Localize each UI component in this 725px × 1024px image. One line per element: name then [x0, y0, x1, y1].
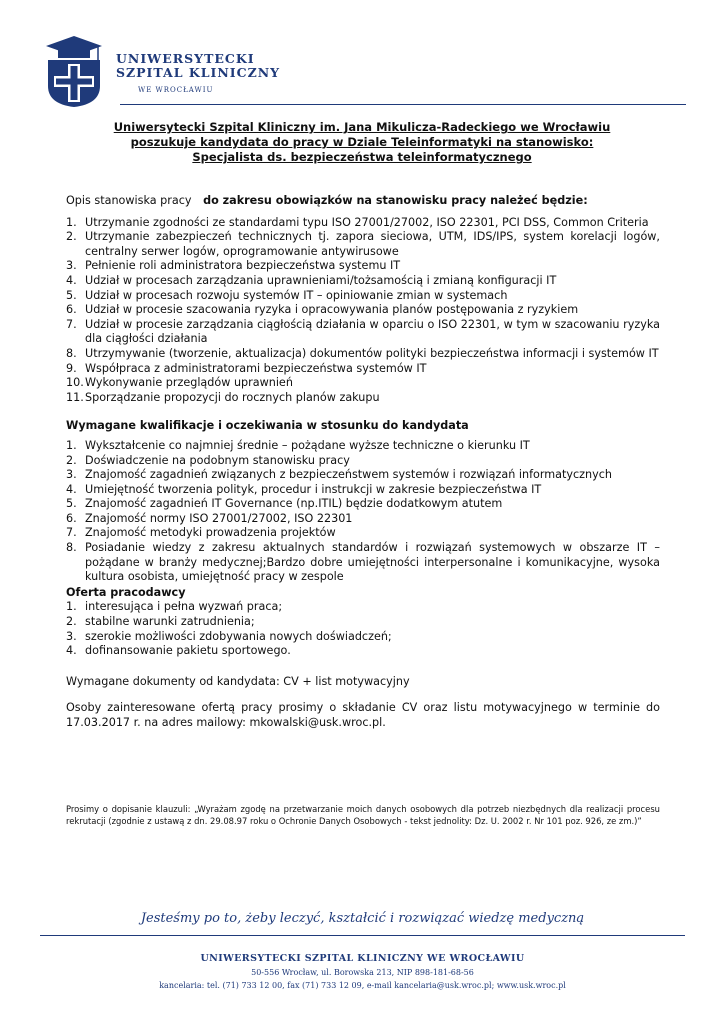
- job-title-block: [64, 120, 660, 165]
- job-description: [66, 194, 660, 731]
- requirements-heading: Wymagane kwalifikacje i oczekiwania w stosunku do kandydata: [66, 419, 469, 433]
- list-item: 2. stabilne warunki zatrudnienia;: [66, 615, 255, 629]
- title-line1: Uniwersytecki Szpital Kliniczny im. Jana Mikulicza-Radeckiego we Wrocławiu: [113, 120, 611, 134]
- list-item: 7. Udział w procesie zarządzania ciągłością działania w oparciu o ISO 22301, w tym w szacowaniu ryzyka dla ciągłości działania: [66, 317, 660, 346]
- list-item: 4. Udział w procesach zarządzania uprawnieniami/tożsamością i zmianą konfiguracji IT: [66, 273, 557, 287]
- footer-hospital-name: UNIWERSYTECKI SZPITAL KLINICZNY WE WROCŁAWIU: [200, 953, 525, 964]
- duties-lead: Opis stanowiska pracy: [66, 194, 192, 207]
- logo-line2: SZPITAL KLINICZNY: [116, 65, 281, 80]
- duties-intro: [66, 194, 660, 209]
- footer-contact: kancelaria: tel. (71) 733 12 00, fax (71) 733 12 09, e-mail kancelaria@usk.wroc.pl; www.usk.wroc.pl: [159, 981, 566, 990]
- logo-line1: UNIWERSYTECKI: [116, 51, 255, 66]
- list-item: 4. Umiejętność tworzenia polityk, procedur i instrukcji w zakresie bezpieczeństwa IT: [66, 482, 542, 496]
- list-item: 9. Współpraca z administratorami bezpieczeństwa systemów IT: [66, 361, 427, 375]
- consent-clause: Prosimy o dopisanie klauzuli: „Wyrażam zgodę na przetwarzanie moich danych osobowych dla potrzeb niezbędnych dla realizacji procesu rekrutacji (zgodnie z ustawą z dn. 29.08.97 roku o Ochronie Danych Osobowych - tekst jednolity: Dz. U. 2002 r. Nr 101 poz. 926, ze zm.)”: [66, 804, 660, 826]
- offer-list: [66, 600, 660, 658]
- offer-heading: Oferta pracodawcy: [66, 585, 186, 599]
- list-item: 3. Pełnienie roli administratora bezpieczeństwa systemu IT: [66, 259, 401, 273]
- footer-motto: Jesteśmy po to, żeby leczyć, kształcić i rozwiązać wiedzę medyczną: [140, 911, 585, 926]
- footer-divider: [40, 935, 685, 936]
- header-divider: [120, 104, 686, 105]
- list-item: 2. Utrzymanie zabezpieczeń technicznych tj. zapora sieciowa, UTM, IDS/IPS, system korelacji logów, centralny serwer logów, oprogramowanie antywirusowe: [66, 230, 660, 258]
- title-line3: Specjalista ds. bezpieczeństwa teleinformatycznego: [192, 150, 532, 164]
- list-item: 1. interesująca i pełna wyzwań praca;: [66, 600, 283, 614]
- list-item: 3. szerokie możliwości zdobywania nowych doświadczeń;: [66, 629, 392, 643]
- hospital-logo-icon: [44, 34, 104, 108]
- list-item: 6. Udział w procesie szacowania ryzyka i opracowywania planów postępowania z ryzykiem: [66, 303, 579, 317]
- list-item: 10. Wykonywanie przeglądów uprawnień: [66, 376, 293, 390]
- list-item: 3. Znajomość zagadnień związanych z bezpieczeństwem systemów i rozwiązań informatycznych: [66, 468, 612, 482]
- list-item: 6. Znajomość normy ISO 27001/27002, ISO 22301: [66, 511, 353, 525]
- list-item: 8. Utrzymywanie (tworzenie, aktualizacja) dokumentów polityki bezpieczeństwa informacji i systemów IT: [66, 346, 659, 360]
- list-item: 8. Posiadanie wiedzy z zakresu aktualnych standardów i rozwiązań systemowych w obszarze IT – pożądane w branży medycznej;Bardzo dobre umiejętności interpersonalne i komunikacyjne, wysoka kultura osobista, umiejętność pracy w zespole: [66, 541, 660, 584]
- duties-list: [66, 216, 660, 406]
- list-item: 1. Wykształcenie co najmniej średnie – pożądane wyższe techniczne o kierunku IT: [66, 438, 530, 452]
- required-documents: Wymagane dokumenty od kandydata: CV + list motywacyjny: [66, 674, 410, 688]
- list-item: 1. Utrzymanie zgodności ze standardami typu ISO 27001/27002, ISO 22301, PCI DSS, Common Criteria: [66, 215, 649, 229]
- list-item: 7. Znajomość metodyki prowadzenia projektów: [66, 526, 336, 540]
- logo-wordmark: [116, 52, 280, 94]
- list-item: 5. Znajomość zagadnień IT Governance (np.ITIL) będzie dodatkowym atutem: [66, 497, 503, 511]
- list-item: 11. Sporządzanie propozycji do rocznych planów zakupu: [66, 390, 380, 404]
- logo-city: WE WROCŁAWIU: [138, 86, 214, 94]
- title-line2: poszukuje kandydata do pracy w Dziale Teleinformatyki na stanowisko:: [130, 135, 594, 149]
- list-item: 2. Doświadczenie na podobnym stanowisku pracy: [66, 453, 350, 467]
- duties-heading: do zakresu obowiązków na stanowisku pracy należeć będzie:: [203, 194, 588, 207]
- list-item: 5. Udział w procesach rozwoju systemów IT – opiniowanie zmian w systemach: [66, 288, 508, 302]
- requirements-list: [66, 439, 660, 585]
- list-item: 4. dofinansowanie pakietu sportowego.: [66, 644, 291, 658]
- application-instructions: Osoby zainteresowane ofertą pracy prosimy o składanie CV oraz listu motywacyjnego w terminie do 17.03.2017 r. na adres mailowy: mkowalski@usk.wroc.pl.: [66, 701, 660, 729]
- footer-address: 50-556 Wrocław, ul. Borowska 213, NIP 898-181-68-56: [251, 968, 474, 977]
